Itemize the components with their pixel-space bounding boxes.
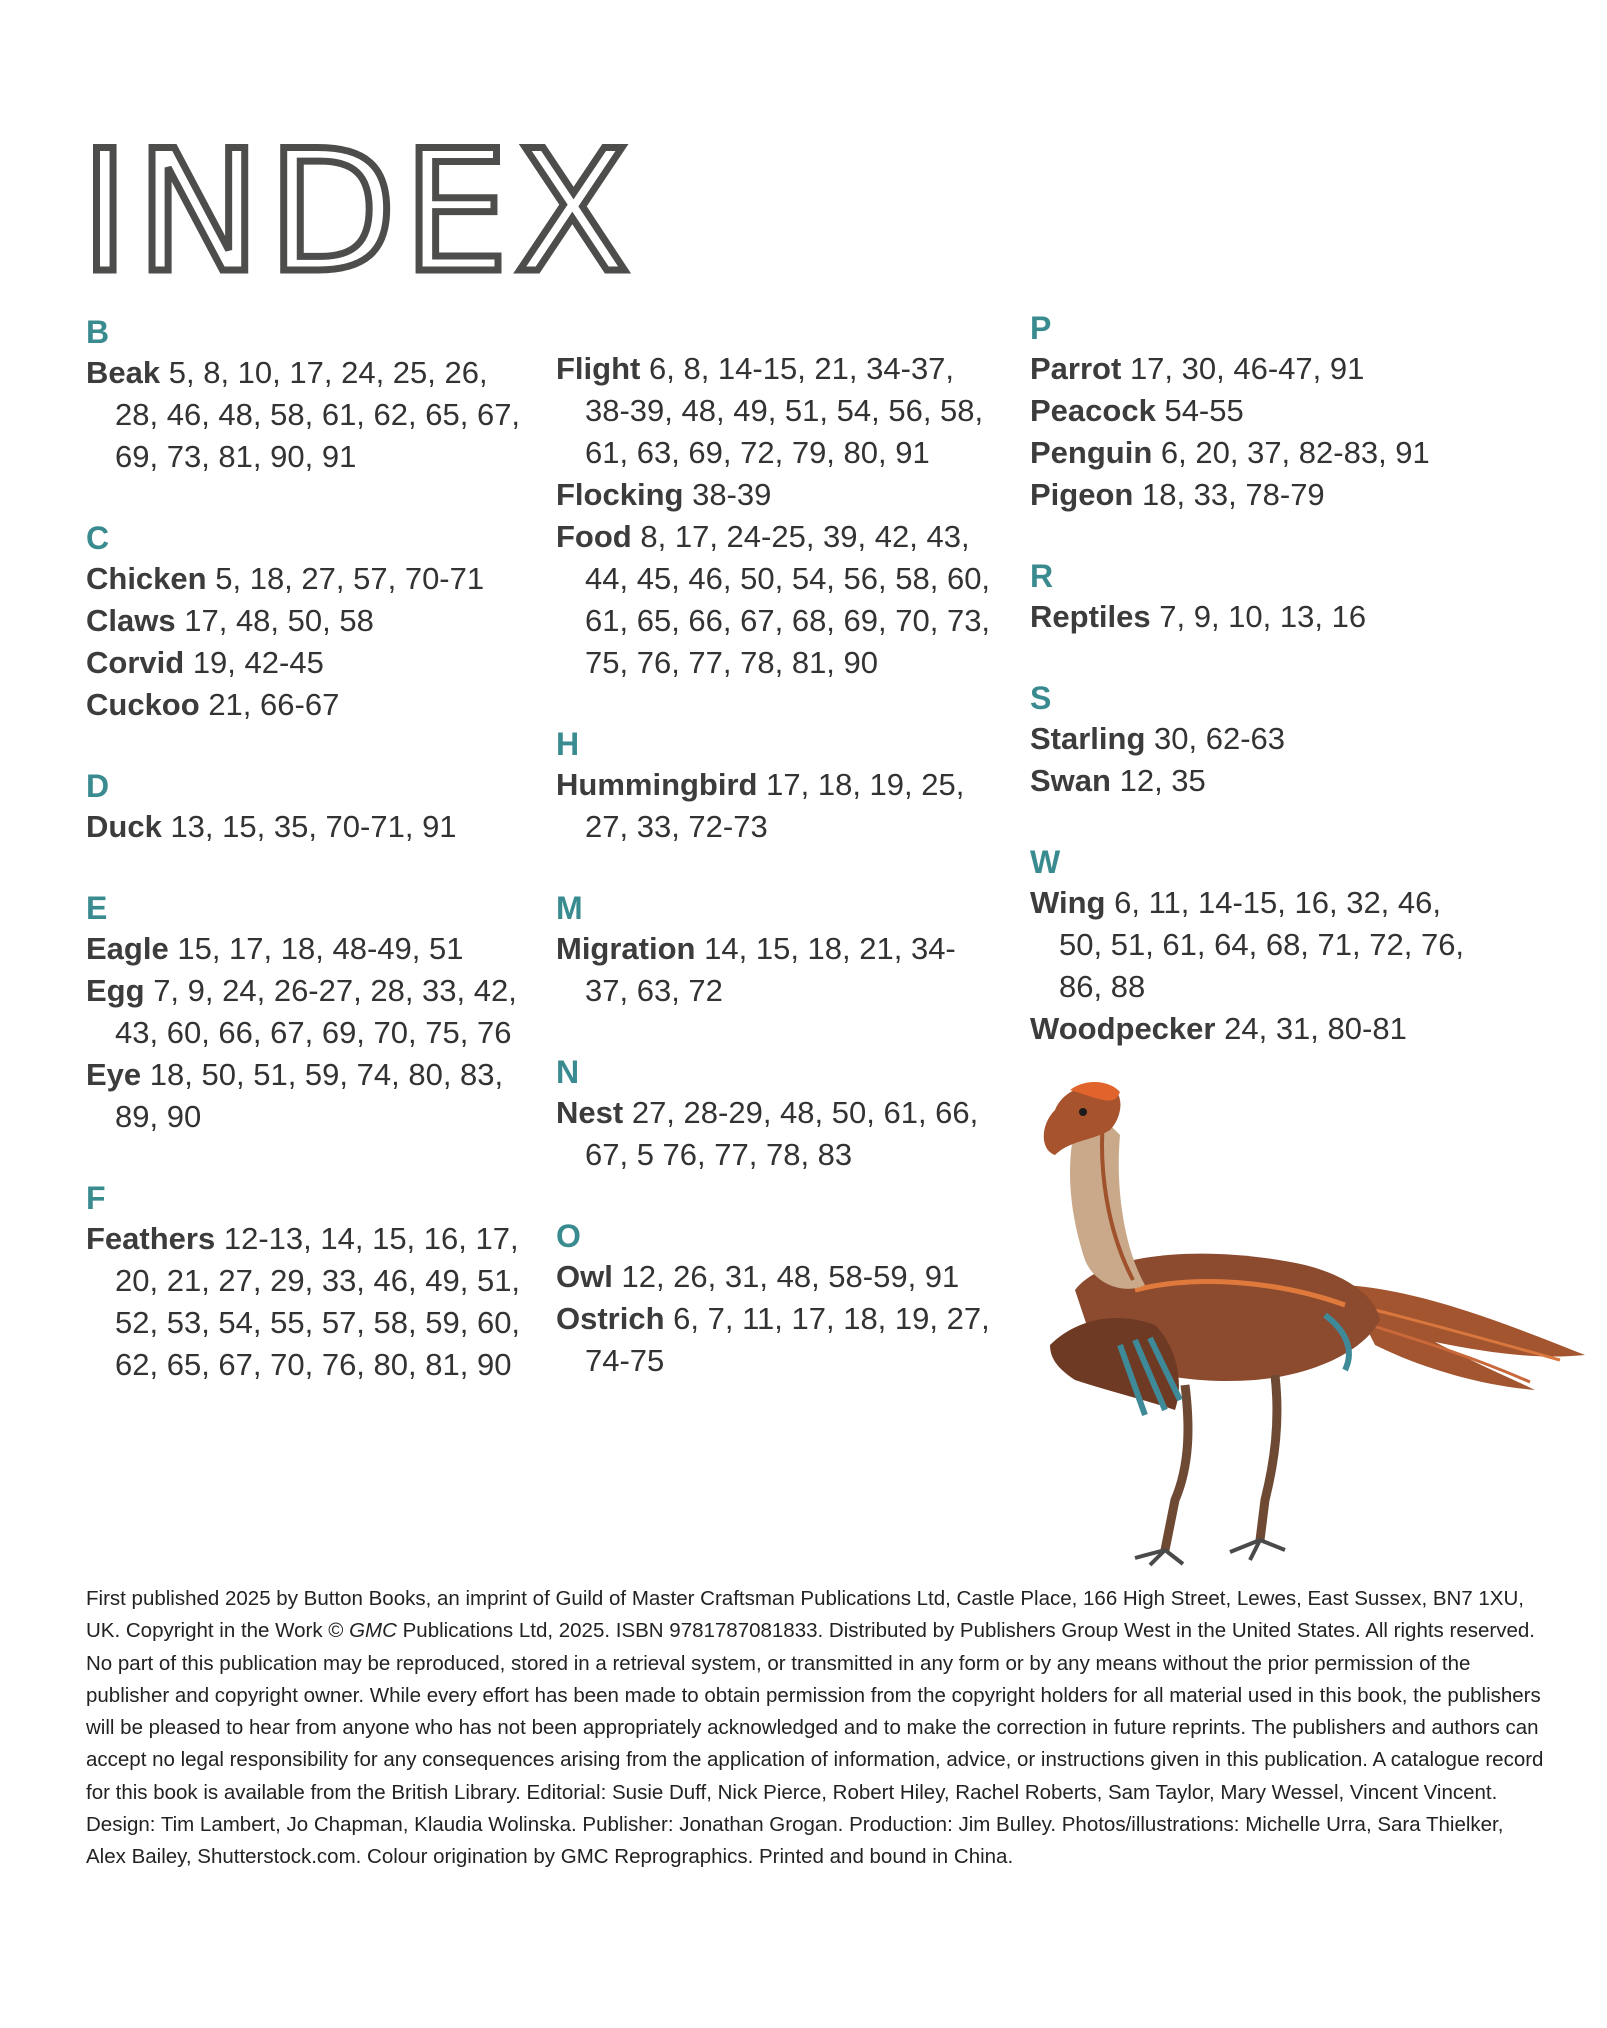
entry-term: Pigeon [1030,477,1134,512]
section-letter: R [1030,558,1054,594]
entry-term: Migration [556,931,696,966]
entry-pages: 17, 30, 46-47, 91 [1129,351,1365,386]
entry-pages: 12, 26, 31, 48, 58-59, 91 [621,1259,960,1294]
credits-gmc-italic: GMC [349,1619,397,1643]
index-section [86,518,526,726]
index-section [1030,842,1470,1050]
publication-credits [86,1583,1546,1874]
entry-pages: 54-55 [1164,393,1244,428]
index-entry [556,1256,996,1298]
entry-term: Ostrich [556,1301,665,1336]
entry-term: Claws [86,603,176,638]
index-column-2 [556,348,996,1422]
index-section [86,766,526,848]
section-letter: B [86,314,110,350]
entry-pages: 17, 48, 50, 58 [184,603,374,638]
entry-pages: 15, 17, 18, 48-49, 51 [177,931,464,966]
index-section [1030,556,1470,638]
entry-pages: 5, 18, 27, 57, 70-71 [215,561,485,596]
entry-pages: 18, 50, 51, 59, 74, 80, 83, 89, 90 [115,1057,504,1134]
index-section [556,888,996,1012]
index-entry [1030,596,1470,638]
index-entry [1030,390,1470,432]
entry-term: Nest [556,1095,624,1130]
entry-pages: 17, 18, 19, 25, 27, 33, 72-73 [585,767,965,844]
section-letter: C [86,520,110,556]
entry-pages: 6, 7, 11, 17, 18, 19, 27, 74-75 [585,1301,990,1378]
index-section [86,888,526,1138]
entry-pages: 12-13, 14, 15, 16, 17, 20, 21, 27, 29, 33, 46, 49, 51, 52, 53, 54, 55, 57, 58, 59, 60, 62, 65, 67, 70, 76, 80, 81, 90 [115,1221,521,1382]
section-letter: W [1030,844,1061,880]
index-section [1030,308,1470,516]
page-title: INDEX [80,114,636,310]
entry-pages: 5, 8, 10, 17, 24, 25, 26, 28, 46, 48, 58, 61, 62, 65, 67, 69, 73, 81, 90, 91 [115,355,521,474]
section-letter: H [556,726,580,762]
index-entry [86,970,526,1054]
entry-term: Eye [86,1057,142,1092]
section-letter: D [86,768,110,804]
index-entry [556,348,996,474]
entry-pages: 30, 62-63 [1154,721,1286,756]
index-entry [556,928,996,1012]
index-section [86,312,526,478]
section-letter: P [1030,310,1052,346]
entry-pages: 18, 33, 78-79 [1141,477,1325,512]
credits-text-end: Publications Ltd, 2025. ISBN 9781787081833. Distributed by Publishers Group West in the United States. All rights reserved. No part of this publication may be reproduced, stored in a retrieval system, or transmitted in any form or by any means without the prior permission of the publisher and copyright owner. While every effort has been made to obtain permission from the copyright holders for all material used in this book, the publishers will be pleased to hear from anyone who has not been appropriately acknowledged and to make the correction in future reprints. The publishers and authors can accept no legal responsibility for any consequences arising from the application of information, advice, or instructions given in this publication. A catalogue record for this book is available from the British Library. Editorial: Susie Duff, Nick Pierce, Robert Hiley, Rachel Roberts, Sam Taylor, Mary Wessel, Vincent Vincent. Design: Tim Lambert, Jo Chapman, Klaudia Wolinska. Publisher: Jonathan Grogan. Production: Jim Bulley. Photos/illustrations: Michelle Urra, Sara Thielker, Alex Bailey, Shutterstock.com. Colour origination by GMC Reprographics. Printed and bound in China. [86,1619,1544,1869]
index-entry [1030,1008,1470,1050]
entry-term: Peacock [1030,393,1156,428]
entry-pages: 8, 17, 24-25, 39, 42, 43, 44, 45, 46, 50, 54, 56, 58, 60, 61, 65, 66, 67, 68, 69, 70, 73, 75, 76, 77, 78, 81, 90 [585,519,991,680]
index-entry [86,1218,526,1386]
entry-term: Beak [86,355,161,390]
entry-pages: 21, 66-67 [208,687,340,722]
entry-term: Owl [556,1259,613,1294]
entry-term: Feathers [86,1221,216,1256]
entry-term: Woodpecker [1030,1011,1216,1046]
section-letter: N [556,1054,580,1090]
index-entry [1030,432,1470,474]
credits-text-start: First published 2025 by Button Books, an imprint of Guild of Master Craftsman Publications Ltd, Castle Place, 166 High Street, Lewes, East Sussex, BN7 1XU, UK. Copyright in the Work © [86,1587,1524,1643]
index-entry [556,516,996,684]
index-entry [1030,718,1470,760]
index-entry [556,1092,996,1176]
entry-term: Chicken [86,561,207,596]
index-column-3 [1030,308,1470,1090]
entry-term: Cuckoo [86,687,200,722]
entry-pages: 19, 42-45 [192,645,324,680]
entry-term: Flocking [556,477,684,512]
section-letter: E [86,890,108,926]
entry-term: Penguin [1030,435,1153,470]
section-letter: M [556,890,583,926]
entry-term: Corvid [86,645,185,680]
entry-term: Swan [1030,763,1111,798]
index-entry [86,684,526,726]
entry-pages: 6, 20, 37, 82-83, 91 [1160,435,1430,470]
tail-feathers [1345,1285,1585,1390]
entry-term: Parrot [1030,351,1122,386]
entry-pages: 6, 11, 14-15, 16, 32, 46, 50, 51, 61, 64, 68, 71, 72, 76, 86, 88 [1059,885,1465,1004]
entry-pages: 6, 8, 14-15, 21, 34-37, 38-39, 48, 49, 51, 54, 56, 58, 61, 63, 69, 72, 79, 80, 91 [585,351,984,470]
index-section [556,348,996,684]
index-section [1030,678,1470,802]
index-entry [86,1054,526,1138]
entry-term: Starling [1030,721,1146,756]
index-entry [86,642,526,684]
index-entry [1030,882,1470,1008]
entry-pages: 7, 9, 10, 13, 16 [1159,599,1367,634]
feathered-dinosaur-illustration [1015,1080,1590,1570]
entry-term: Eagle [86,931,169,966]
index-entry [556,764,996,848]
index-entry [86,352,526,478]
index-entry [1030,474,1470,516]
entry-term: Flight [556,351,641,386]
index-entry [556,474,996,516]
entry-pages: 27, 28-29, 48, 50, 61, 66, 67, 5 76, 77, 78, 83 [585,1095,979,1172]
entry-pages: 7, 9, 24, 26-27, 28, 33, 42, 43, 60, 66, 67, 69, 70, 75, 76 [115,973,517,1050]
section-letter: S [1030,680,1052,716]
index-entry [86,558,526,600]
entry-term: Duck [86,809,162,844]
back-leg [1165,1385,1188,1550]
entry-pages: 24, 31, 80-81 [1224,1011,1407,1046]
entry-pages: 14, 15, 18, 21, 34-37, 63, 72 [585,931,956,1008]
index-section [86,1178,526,1386]
index-column-1 [86,312,526,1426]
entry-term: Wing [1030,885,1106,920]
index-section [556,1216,996,1382]
index-entry [556,1298,996,1382]
entry-pages: 12, 35 [1119,763,1206,798]
entry-pages: 38-39 [692,477,772,512]
entry-term: Food [556,519,632,554]
entry-term: Egg [86,973,145,1008]
entry-pages: 13, 15, 35, 70-71, 91 [170,809,457,844]
index-entry [86,600,526,642]
front-leg [1260,1375,1277,1540]
entry-term: Hummingbird [556,767,758,802]
index-entry [1030,760,1470,802]
section-letter: F [86,1180,106,1216]
section-letter: O [556,1218,581,1254]
index-entry [86,928,526,970]
index-section [556,724,996,848]
index-section [556,1052,996,1176]
entry-term: Reptiles [1030,599,1151,634]
index-entry [86,806,526,848]
index-entry [1030,348,1470,390]
